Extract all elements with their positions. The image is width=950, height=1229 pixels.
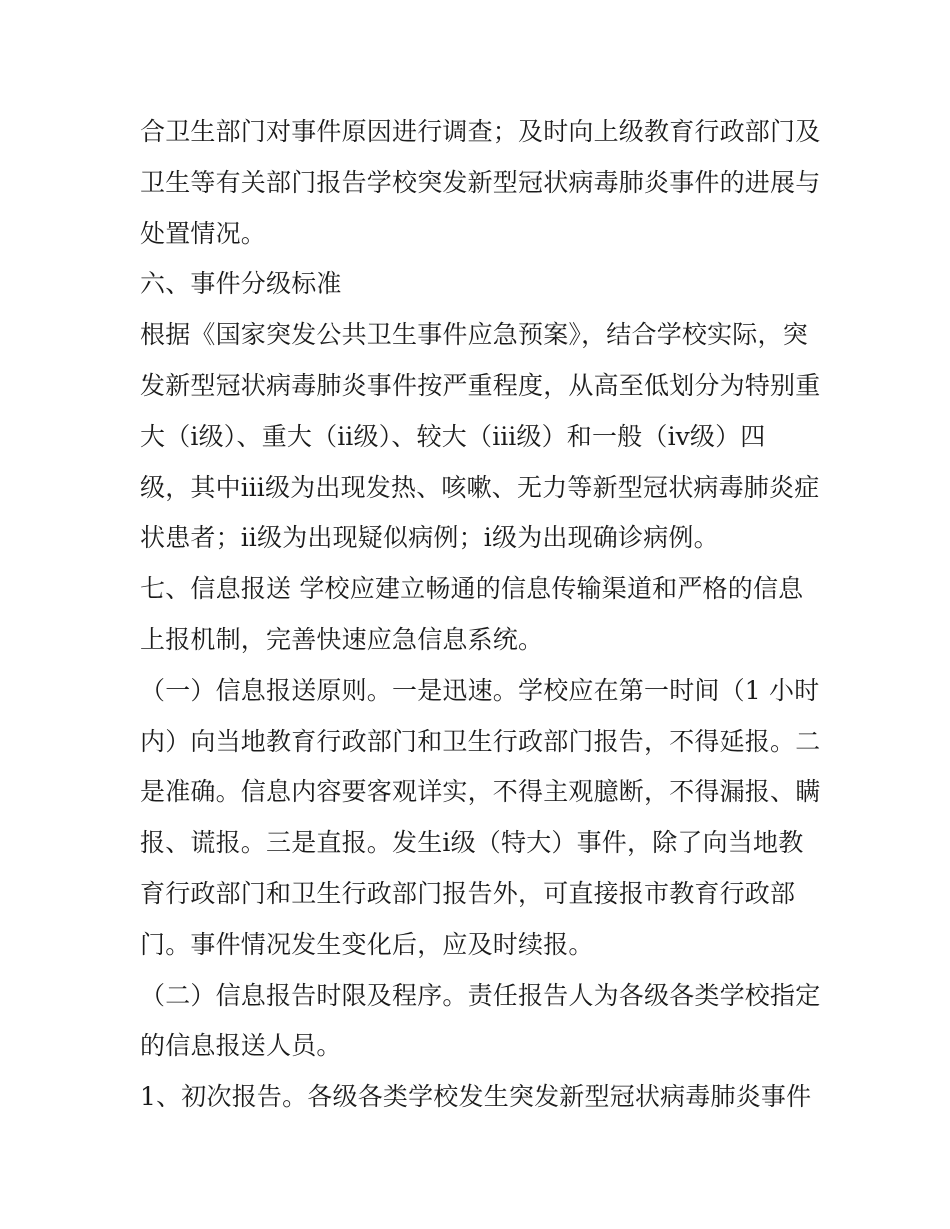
text-line: 发新型冠状病毒肺炎事件按严重程度，从高至低划分为特别重 bbox=[140, 370, 821, 400]
text-line: 门。事件情况发生变化后，应及时续报。 bbox=[140, 929, 594, 959]
text-line: 1、初次报告。各级各类学校发生突发新型冠状病毒肺炎事件 bbox=[140, 1082, 812, 1112]
text-line: 报、谎报。三是直报。发生ⅰ级（特大）事件，除了向当地教 bbox=[140, 828, 804, 858]
text-line: 上报机制，完善快速应急信息系统。 bbox=[140, 624, 544, 654]
text-line: 的信息报送人员。 bbox=[140, 1031, 342, 1061]
section-heading: 六、事件分级标准 bbox=[140, 269, 342, 299]
text-line: 大（ⅰ级）、重大（ⅱ级）、较大（ⅲ级）和一般（ⅳ级）四 bbox=[140, 421, 766, 451]
section-heading: 七、信息报送 学校应建立畅通的信息传输渠道和严格的信息 bbox=[140, 574, 804, 604]
text-line: 育行政部门和卫生行政部门报告外，可直接报市教育行政部 bbox=[140, 878, 796, 908]
text-line: 是准确。信息内容要客观详实，不得主观臆断，不得漏报、瞒 bbox=[140, 777, 821, 807]
text-line: 卫生等有关部门报告学校突发新型冠状病毒肺炎事件的进展与 bbox=[140, 167, 821, 197]
document-body bbox=[140, 107, 830, 1123]
text-line: 根据《国家突发公共卫生事件应急预案》，结合学校实际，突 bbox=[140, 320, 808, 350]
text-line: 合卫生部门对事件原因进行调查；及时向上级教育行政部门及 bbox=[140, 117, 821, 146]
text-line: （一）信息报送原则。一是迅速。学校应在第一时间（1 小时 bbox=[140, 675, 820, 705]
text-line: 状患者；ⅱ级为出现疑似病例；ⅰ级为出现确诊病例。 bbox=[140, 523, 719, 553]
text-line: 内）向当地教育行政部门和卫生行政部门报告，不得延报。二 bbox=[140, 726, 821, 756]
text-line: 处置情况。 bbox=[140, 218, 267, 248]
text-line: 级，其中ⅲ级为出现发热、咳嗽、无力等新型冠状病毒肺炎症 bbox=[140, 472, 820, 502]
text-line: （二）信息报告时限及程序。责任报告人为各级各类学校指定 bbox=[140, 980, 821, 1010]
